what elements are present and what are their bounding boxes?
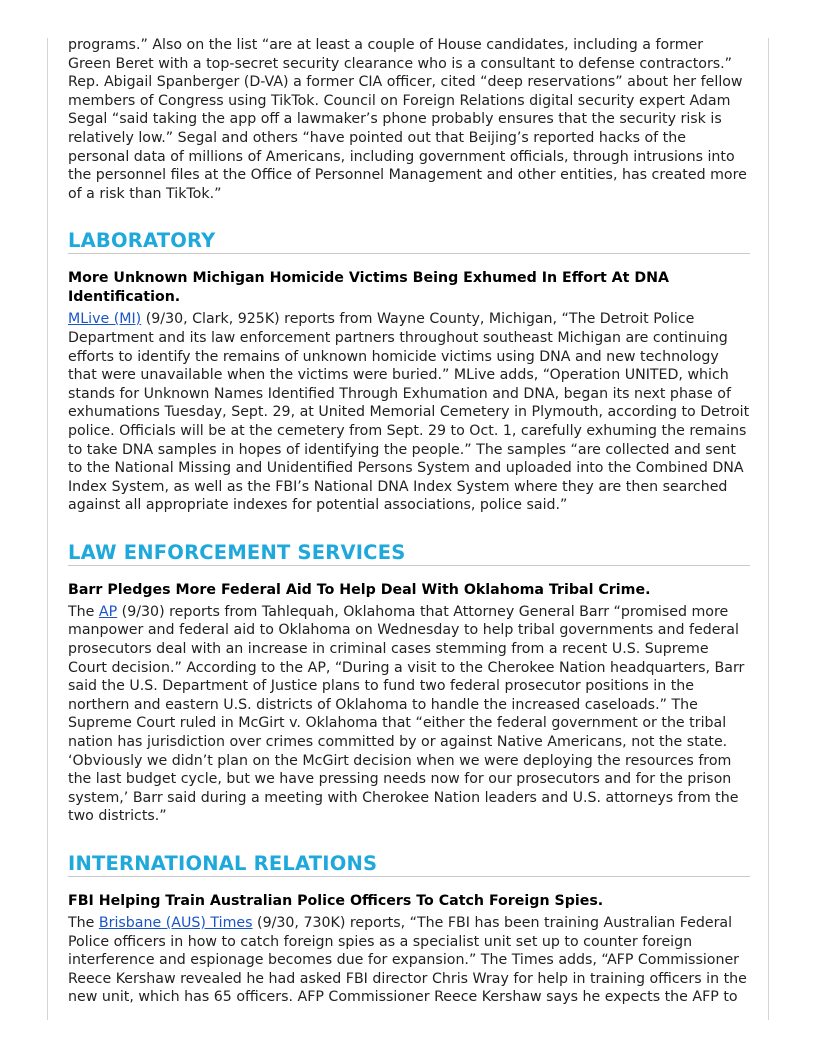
section-title-international-relations: INTERNATIONAL RELATIONS — [68, 852, 750, 877]
headline-fbi-australia: FBI Helping Train Australian Police Officers To Catch Foreign Spies. — [68, 893, 604, 909]
article-text: (9/30) reports from Tahlequah, Oklahoma that Attorney General Barr “promised more manpower and federal aid to Oklahoma on Wednesday to help tribal governments and federal prosecutors deal with an increase in criminal cases stemming from a recent U.S. Supreme Court decision.” According to the AP, “During a visit to the Cherokee Nation headquarters, Barr said the U.S. Department of Justice plans to fund two federal prosecutor positions in the northern and eastern U.S. districts of Oklahoma to handle the increased caseloads.” The Supreme Court ruled in McGirt v. Oklahoma that “either the federal government or the tribal nation has jurisdiction over crimes committed by or against Native Americans, not the state. ‘Obviously we didn’t plan on the McGirt decision when we were deploying the resources from the last budget cycle, but we have pressing needs now for our prosecutors and for the prison system,’ Barr said during a meeting with Cherokee Nation leaders and U.S. attorneys from the two districts.” — [68, 603, 745, 825]
article-text: (9/30, 730K) reports, “The FBI has been training Australian Federal Police officers in how to catch foreign spies as a specialist unit set up to counter foreign interference and espionage becomes due for expansion.” The Times adds, “AFP Commissioner Reece Kershaw revealed he had asked FBI director Chris Wray for help in training officers in the new unit, which has 65 officers. AFP Commissioner Reece Kershaw says he expects the AFP to — [68, 915, 747, 1006]
page-border-left — [47, 38, 48, 1020]
article-text: (9/30, Clark, 925K) reports from Wayne County, Michigan, “The Detroit Police Department and its law enforcement partners throughout southeast Michigan are continuing efforts to identify the remains of unknown homicide victims using DNA and new technology that were unavailable when the victims were buried.” MLive adds, “Operation UNITED, which stands for Unknown Names Identified Through Exhumation and DNA, began its next phase of exhumations Tuesday, Sept. 29, at United Memorial Cemetery in Plymouth, according to Detroit police. Officials will be at the cemetery from Sept. 29 to Oct. 1, carefully exhuming the remains to take DNA samples in hopes of identifying the people.” The samples “are collected and sent to the National Missing and Unidentified Persons System and uploaded into the Combined DNA Index System, as well as the FBI’s National DNA Index System where they are then searched against all appropriate indexes for potential associations, police said.” — [68, 311, 750, 514]
source-link-ap[interactable]: AP — [98, 603, 118, 620]
article-column — [68, 36, 750, 1007]
article-lead: The — [68, 603, 99, 620]
article-body-laboratory — [68, 310, 750, 515]
page-border-right — [768, 38, 769, 1020]
source-link-mlive[interactable]: MLive (MI) — [68, 311, 142, 328]
article-lead: The — [68, 915, 99, 931]
section-title-laboratory: LABORATORY — [68, 229, 750, 254]
article-body-international — [68, 914, 750, 1007]
section-title-law-enforcement-services: LAW ENFORCEMENT SERVICES — [68, 541, 750, 566]
headline-barr-oklahoma: Barr Pledges More Federal Aid To Help Deal With Oklahoma Tribal Crime. — [68, 581, 651, 598]
source-link-brisbane-times[interactable]: Brisbane (AUS) Times — [98, 915, 253, 931]
intro-paragraph: programs.” Also on the list “are at least a couple of House candidates, including a former Green Beret with a top-secret security clearance who is a consultant to defense contractors.” Rep. Abigail Spanberger (D-VA) a former CIA officer, cited “deep reservations” about her fellow members of Congress using TikTok. Council on Foreign Relations digital security expert Adam Segal “said taking the app off a lawmaker’s phone probably ensures that the security risk is relatively low.” Segal and others “have pointed out that Beijing’s reported hacks of the personal data of millions of Americans, including government officials, through intrusions into the personnel files at the Office of Personnel Management and other entities, has created more of a risk than TikTok.” — [68, 37, 747, 202]
article-body-law-enforcement — [68, 603, 750, 826]
headline-michigan-exhumations: More Unknown Michigan Homicide Victims Being Exhumed In Effort At DNA Identification. — [68, 270, 670, 306]
